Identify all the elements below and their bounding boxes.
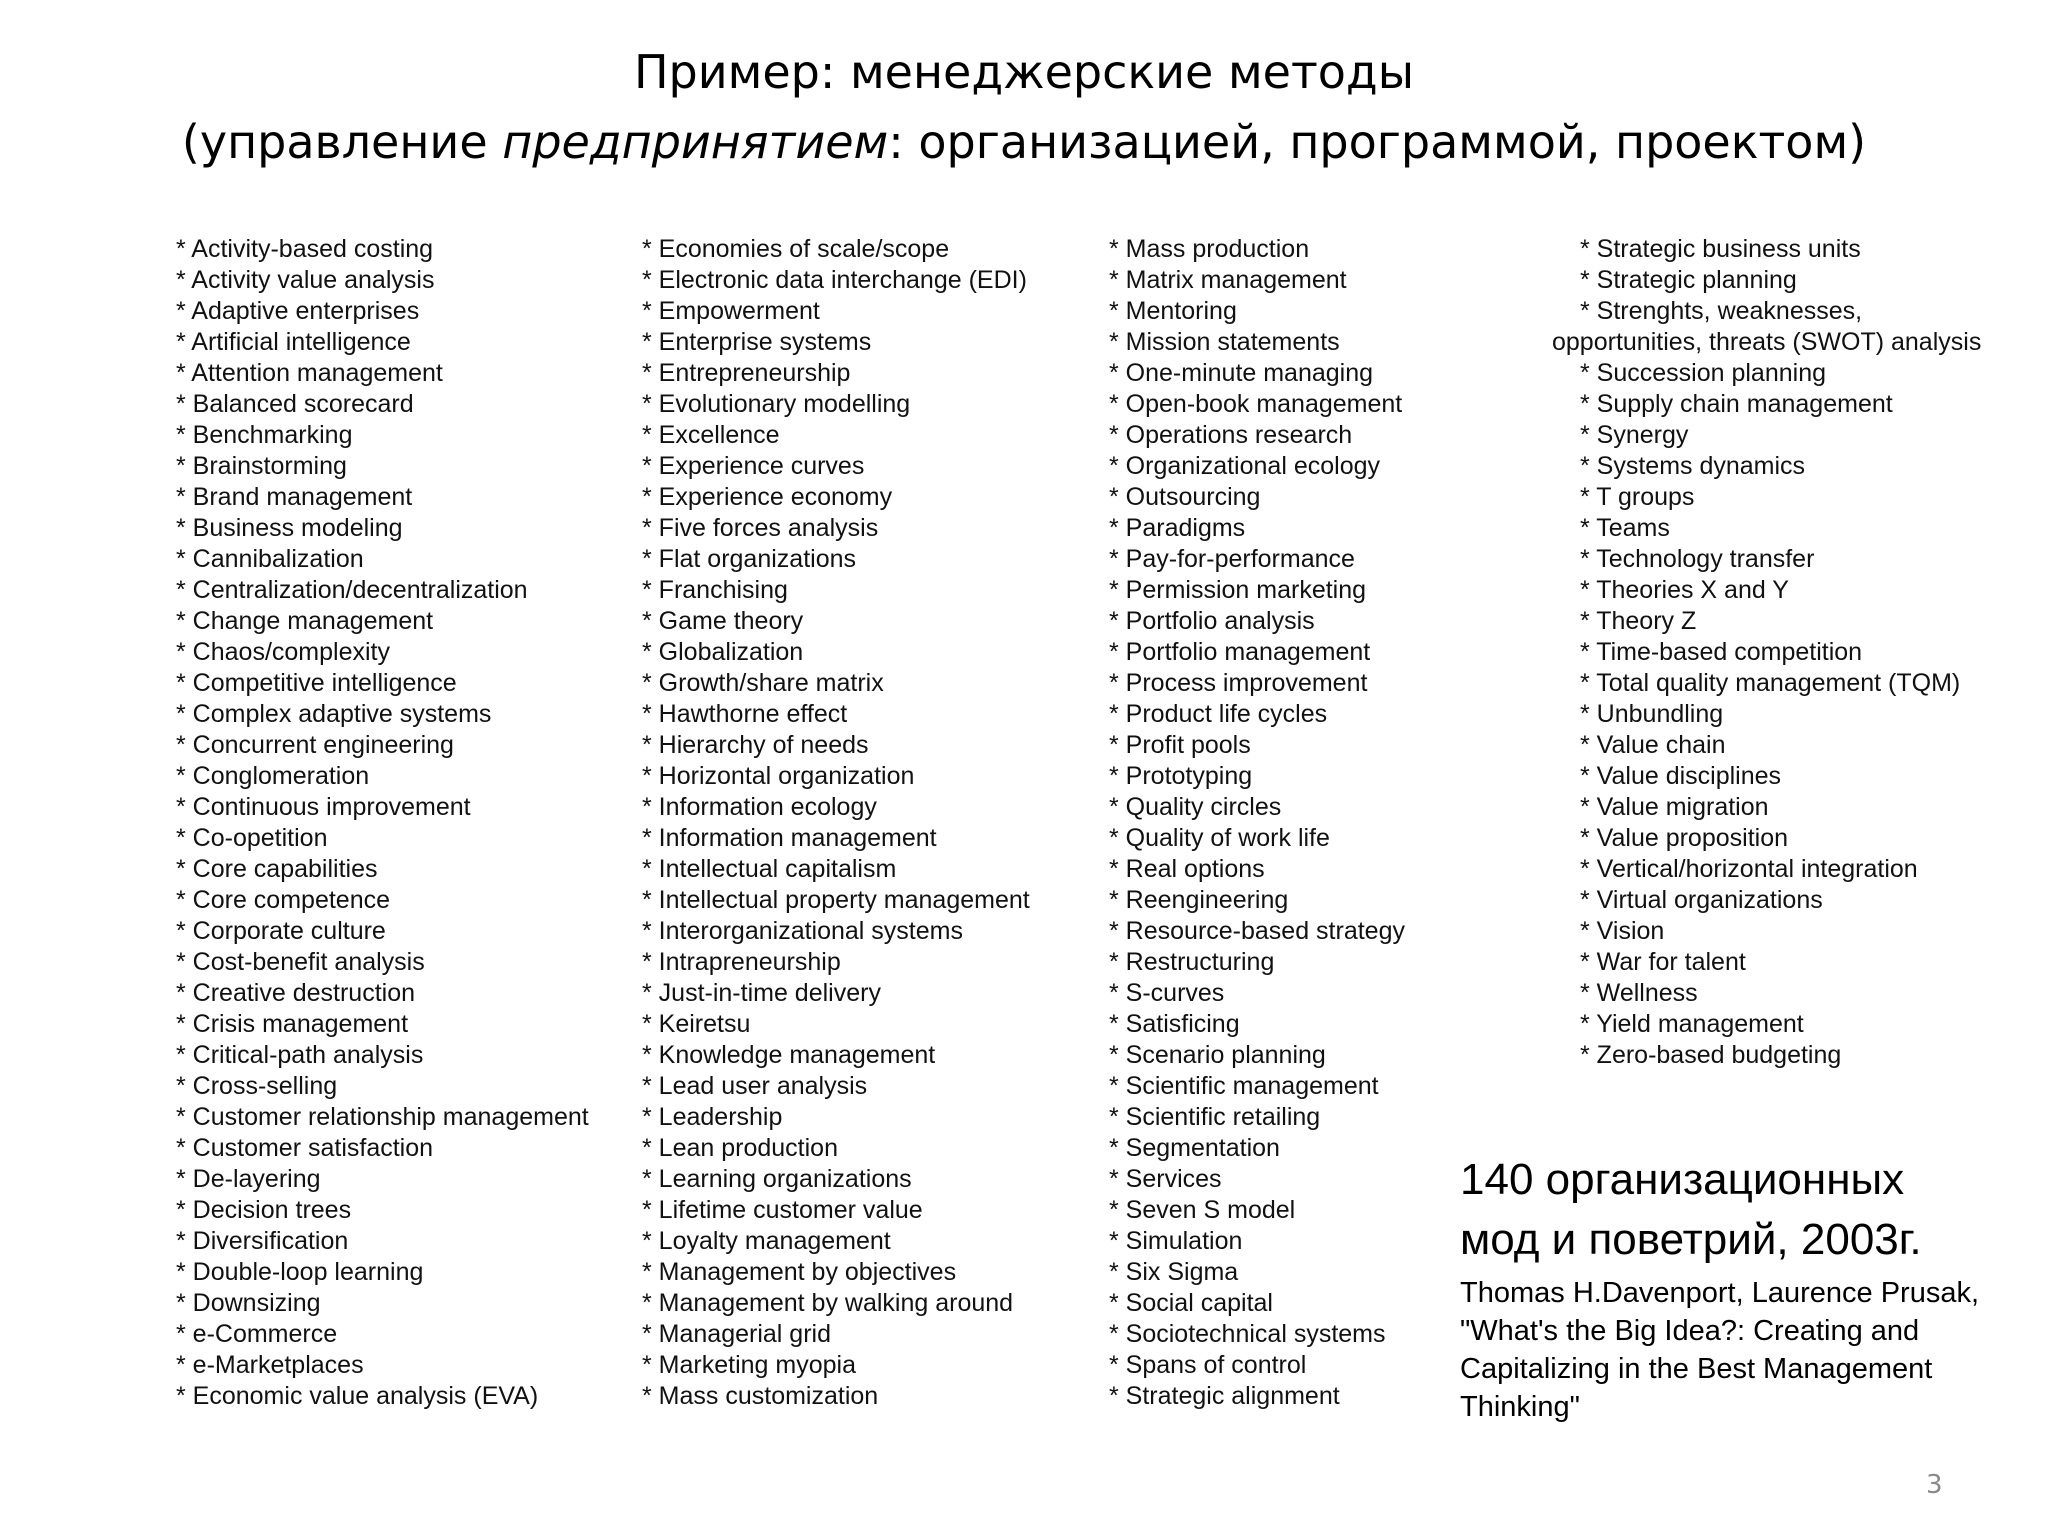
- method-item: * Restructuring: [1109, 948, 1275, 976]
- method-item: * Customer satisfaction: [176, 1134, 434, 1162]
- method-item: * Process improvement: [1109, 669, 1368, 697]
- method-item: * Flat organizations: [642, 545, 857, 573]
- method-item: * Open-book management: [1109, 390, 1403, 418]
- method-item: * Leadership: [642, 1103, 783, 1131]
- method-item: * Core competence: [176, 886, 391, 914]
- method-item: * Permission marketing: [1109, 576, 1367, 604]
- methods-column-3: [1109, 234, 1405, 1412]
- method-item: * Zero-based budgeting: [1580, 1041, 1842, 1069]
- method-item: * Just-in-time delivery: [642, 979, 881, 1007]
- method-item: * Hierarchy of needs: [642, 731, 869, 759]
- summary-year: мод и поветрий, 2003г.: [1460, 1215, 1922, 1264]
- method-item: * Conglomeration: [176, 762, 370, 790]
- method-item: * Change management: [176, 607, 434, 635]
- method-item: * Management by walking around: [642, 1289, 1014, 1317]
- method-item: * Activity-based costing: [176, 235, 434, 263]
- method-item: * Management by objectives: [642, 1258, 957, 1286]
- method-item: * Reengineering: [1109, 886, 1289, 914]
- method-item: * Systems dynamics: [1580, 452, 1806, 480]
- method-item: * Theory Z: [1580, 607, 1697, 635]
- method-item: * Horizontal organization: [642, 762, 915, 790]
- method-item: * Strategic alignment: [1109, 1382, 1340, 1410]
- method-item: * Mass production: [1109, 235, 1310, 263]
- method-item: * One-minute managing: [1109, 359, 1374, 387]
- method-item: * Lead user analysis: [642, 1072, 868, 1100]
- method-item: * Cost-benefit analysis: [176, 948, 425, 976]
- method-item: * Creative destruction: [176, 979, 416, 1007]
- method-item: * Vertical/horizontal integration: [1580, 855, 1918, 883]
- method-item: * Value proposition: [1580, 824, 1789, 852]
- method-item: * Real options: [1109, 855, 1265, 883]
- method-item: * Value disciplines: [1580, 762, 1782, 790]
- slide-subtitle: [0, 114, 2048, 170]
- method-item: * Diversification: [176, 1227, 349, 1255]
- method-item: * Quality circles: [1109, 793, 1282, 821]
- method-item: * Loyalty management: [642, 1227, 891, 1255]
- method-item: * Intrapreneurship: [642, 948, 841, 976]
- method-item: * Technology transfer: [1580, 545, 1815, 573]
- method-item: * Synergy: [1580, 421, 1689, 449]
- method-item: * Benchmarking: [176, 421, 353, 449]
- method-item: * Continuous improvement: [176, 793, 471, 821]
- method-item: * Information ecology: [642, 793, 877, 821]
- method-item: * Value migration: [1580, 793, 1769, 821]
- method-item: * Economic value analysis (EVA): [176, 1382, 539, 1410]
- method-item: * Cannibalization: [176, 545, 364, 573]
- methods-column-2: [642, 234, 1030, 1412]
- method-item: * Adaptive enterprises: [176, 297, 420, 325]
- method-item: * Matrix management: [1109, 266, 1347, 294]
- method-item: * T groups: [1580, 483, 1695, 511]
- method-item: * Enterprise systems: [642, 328, 872, 356]
- method-item: * Quality of work life: [1109, 824, 1330, 852]
- summary-count: 140 организационных: [1460, 1155, 1905, 1204]
- method-item: * Growth/share matrix: [642, 669, 884, 697]
- method-item: * Interorganizational systems: [642, 917, 963, 945]
- method-item: * Portfolio analysis: [1109, 607, 1315, 635]
- method-item: opportunities, threats (SWOT) analysis: [1552, 328, 1982, 356]
- methods-column-4: [1552, 234, 1982, 1071]
- method-item: * Hawthorne effect: [642, 700, 848, 728]
- method-item: * Excellence: [642, 421, 780, 449]
- method-item: * Managerial grid: [642, 1320, 831, 1348]
- method-item: * Attention management: [176, 359, 443, 387]
- method-item: * Experience curves: [642, 452, 865, 480]
- method-item: * Social capital: [1109, 1289, 1273, 1317]
- method-item: * Mission statements: [1109, 328, 1340, 356]
- method-item: * Customer relationship management: [176, 1103, 589, 1131]
- method-item: * Globalization: [642, 638, 804, 666]
- method-item: * Mass customization: [642, 1382, 879, 1410]
- method-item: * Core capabilities: [176, 855, 378, 883]
- method-item: * Corporate culture: [176, 917, 386, 945]
- method-item: * Six Sigma: [1109, 1258, 1239, 1286]
- method-item: * Strategic planning: [1580, 266, 1797, 294]
- method-item: * Value chain: [1580, 731, 1726, 759]
- method-item: * Seven S model: [1109, 1196, 1296, 1224]
- method-item: * Electronic data interchange (EDI): [642, 266, 1027, 294]
- method-item: * Organizational ecology: [1109, 452, 1380, 480]
- method-item: * Brand management: [176, 483, 413, 511]
- method-item: * Franchising: [642, 576, 788, 604]
- method-item: * Pay-for-performance: [1109, 545, 1355, 573]
- method-item: * Knowledge management: [642, 1041, 936, 1069]
- method-item: * Artificial intelligence: [176, 328, 411, 356]
- source-citation: Thomas H.Davenport, Laurence Prusak, "What's the Big Idea?: Creating and Capitalizing in the Best Management Thinking": [1460, 1277, 1980, 1423]
- method-item: * Product life cycles: [1109, 700, 1328, 728]
- subtitle-emphasis: предпринятием: [502, 115, 889, 169]
- method-item: * Complex adaptive systems: [176, 700, 492, 728]
- method-item: * Business modeling: [176, 514, 403, 542]
- method-item: * Double-loop learning: [176, 1258, 424, 1286]
- method-item: * Activity value analysis: [176, 266, 435, 294]
- method-item: * Resource-based strategy: [1109, 917, 1405, 945]
- method-item: * Wellness: [1580, 979, 1698, 1007]
- method-item: * Services: [1109, 1165, 1222, 1193]
- method-item: * Scientific management: [1109, 1072, 1379, 1100]
- method-item: * Virtual organizations: [1580, 886, 1823, 914]
- method-item: * Economies of scale/scope: [642, 235, 950, 263]
- method-item: * e-Commerce: [176, 1320, 338, 1348]
- method-item: * Downsizing: [176, 1289, 321, 1317]
- subtitle-suffix: : организацией, программой, проектом): [888, 115, 1867, 169]
- method-item: * De-layering: [176, 1165, 321, 1193]
- method-item: * Lean production: [642, 1134, 838, 1162]
- method-item: * Sociotechnical systems: [1109, 1320, 1386, 1348]
- method-item: * Simulation: [1109, 1227, 1243, 1255]
- method-item: * Yield management: [1580, 1010, 1804, 1038]
- method-item: * Entrepreneurship: [642, 359, 851, 387]
- method-item: * Strenghts, weaknesses,: [1580, 297, 1863, 325]
- method-item: * Operations research: [1109, 421, 1353, 449]
- method-item: * Theories X and Y: [1580, 576, 1789, 604]
- method-item: * Evolutionary modelling: [642, 390, 911, 418]
- methods-column-1: [176, 234, 589, 1412]
- method-item: * Brainstorming: [176, 452, 347, 480]
- method-item: * Information management: [642, 824, 937, 852]
- method-item: * Game theory: [642, 607, 804, 635]
- method-item: * Prototyping: [1109, 762, 1253, 790]
- method-item: * Vision: [1580, 917, 1665, 945]
- method-item: * Scientific retailing: [1109, 1103, 1321, 1131]
- method-item: * Chaos/complexity: [176, 638, 390, 666]
- method-item: * Supply chain management: [1580, 390, 1893, 418]
- method-item: * Mentoring: [1109, 297, 1237, 325]
- method-item: * Time-based competition: [1580, 638, 1863, 666]
- method-item: * Centralization/decentralization: [176, 576, 528, 604]
- method-item: * Co-opetition: [176, 824, 328, 852]
- method-item: * Lifetime customer value: [642, 1196, 923, 1224]
- method-item: * Competitive intelligence: [176, 669, 457, 697]
- method-item: * War for talent: [1580, 948, 1746, 976]
- method-item: * Intellectual capitalism: [642, 855, 897, 883]
- method-item: * Critical-path analysis: [176, 1041, 424, 1069]
- method-item: * Spans of control: [1109, 1351, 1307, 1379]
- method-item: * Paradigms: [1109, 514, 1246, 542]
- method-item: * Decision trees: [176, 1196, 352, 1224]
- method-item: * Portfolio management: [1109, 638, 1371, 666]
- method-item: * Scenario planning: [1109, 1041, 1326, 1069]
- method-item: * Empowerment: [642, 297, 820, 325]
- method-item: * Outsourcing: [1109, 483, 1261, 511]
- subtitle-prefix: (управление: [181, 115, 503, 169]
- method-item: * Marketing myopia: [642, 1351, 856, 1379]
- method-item: * Teams: [1580, 514, 1670, 542]
- method-item: * Total quality management (TQM): [1580, 669, 1961, 697]
- method-item: * Crisis management: [176, 1010, 409, 1038]
- method-item: * e-Marketplaces: [176, 1351, 364, 1379]
- method-item: * Experience economy: [642, 483, 893, 511]
- method-item: * Segmentation: [1109, 1134, 1280, 1162]
- method-item: * Succession planning: [1580, 359, 1826, 387]
- method-item: * Cross-selling: [176, 1072, 338, 1100]
- method-item: * Strategic business units: [1580, 235, 1861, 263]
- slide-title: Пример: менеджерские методы: [633, 45, 1415, 99]
- method-item: * Profit pools: [1109, 731, 1251, 759]
- method-item: * Satisficing: [1109, 1010, 1240, 1038]
- method-item: * Unbundling: [1580, 700, 1724, 728]
- method-item: * Learning organizations: [642, 1165, 912, 1193]
- method-item: * Keiretsu: [642, 1010, 751, 1038]
- method-item: * Balanced scorecard: [176, 390, 414, 418]
- summary-box: [1460, 1150, 2020, 1426]
- method-item: * S-curves: [1109, 979, 1225, 1007]
- method-item: * Concurrent engineering: [176, 731, 454, 759]
- method-item: * Intellectual property management: [642, 886, 1030, 914]
- page-number: 3: [1926, 1470, 1943, 1500]
- method-item: * Five forces analysis: [642, 514, 879, 542]
